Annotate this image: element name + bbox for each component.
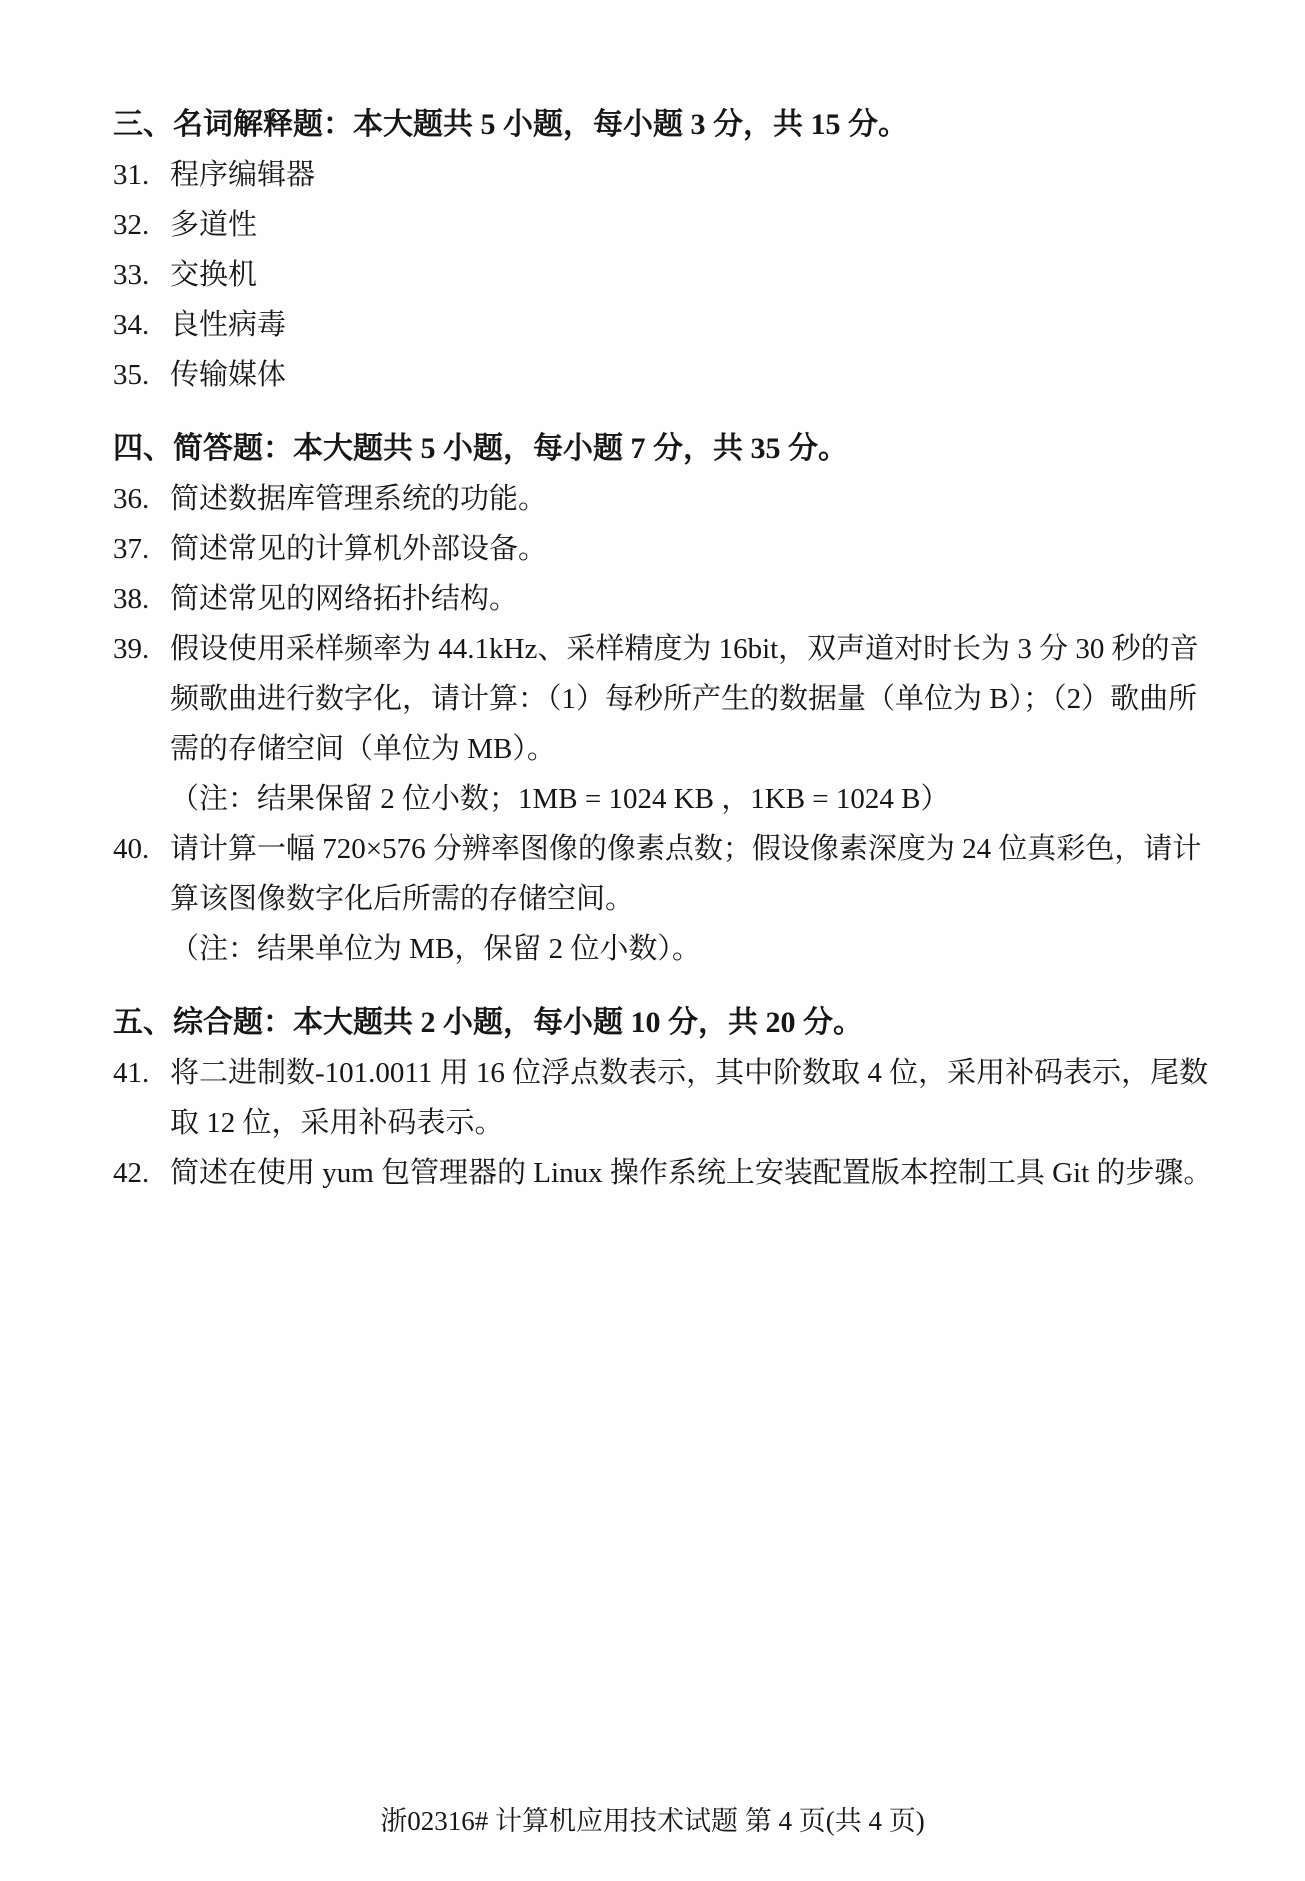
question-line: 多道性 <box>170 209 258 241</box>
question-36 <box>113 474 1275 524</box>
section-heading: 三、名词解释题：本大题共 5 小题，每小题 3 分，共 15 分。 <box>113 108 908 141</box>
question-body <box>170 200 1275 250</box>
question-32 <box>113 200 1275 250</box>
question-number: 35. <box>113 359 150 391</box>
section-short-answer <box>113 424 1275 974</box>
question-body <box>170 824 1275 974</box>
question-body <box>170 250 1275 300</box>
question-body <box>170 300 1275 350</box>
question-37 <box>113 524 1275 574</box>
question-number: 41. <box>113 1057 150 1089</box>
question-line: 频歌曲进行数字化，请计算：（1）每秒所产生的数据量（单位为 B）；（2）歌曲所 <box>170 683 1198 715</box>
question-line: 假设使用采样频率为 44.1kHz、采样精度为 16bit，双声道对时长为 3 分 30 秒的音 <box>170 633 1199 665</box>
question-41 <box>113 1048 1275 1148</box>
question-body <box>170 350 1275 400</box>
question-line: 简述常见的网络拓扑结构。 <box>170 583 519 615</box>
question-line: 简述在使用 yum 包管理器的 Linux 操作系统上安装配置版本控制工具 Git 的步骤。 <box>170 1157 1213 1189</box>
question-number: 42. <box>113 1157 150 1189</box>
section-heading: 五、综合题：本大题共 2 小题，每小题 10 分，共 20 分。 <box>113 1006 863 1039</box>
question-line: 良性病毒 <box>170 309 287 341</box>
question-line: 将二进制数-101.0011 用 16 位浮点数表示，其中阶数取 4 位，采用补码表示，尾数 <box>170 1057 1209 1089</box>
question-35 <box>113 350 1275 400</box>
question-line: 取 12 位，采用补码表示。 <box>170 1107 504 1139</box>
question-34 <box>113 300 1275 350</box>
question-body <box>170 1148 1275 1198</box>
page-footer: 浙02316# 计算机应用技术试题 第 4 页(共 4 页) <box>380 1806 925 1836</box>
question-38 <box>113 574 1275 624</box>
section-comprehensive <box>113 998 1275 1198</box>
question-number: 34. <box>113 309 150 341</box>
question-note: （注：结果保留 2 位小数；1MB = 1024 KB ，1KB = 1024 B） <box>170 783 950 815</box>
question-number: 31. <box>113 159 150 191</box>
section-definitions <box>113 100 1275 400</box>
question-number: 39. <box>113 633 150 665</box>
question-number: 37. <box>113 533 150 565</box>
question-body <box>170 574 1275 624</box>
question-body <box>170 150 1275 200</box>
question-line: 程序编辑器 <box>170 159 316 191</box>
section-heading: 四、简答题：本大题共 5 小题，每小题 7 分，共 35 分。 <box>113 432 848 465</box>
question-body <box>170 524 1275 574</box>
question-40 <box>113 824 1275 974</box>
question-line: 需的存储空间（单位为 MB）。 <box>170 733 556 765</box>
question-number: 32. <box>113 209 150 241</box>
question-note: （注：结果单位为 MB，保留 2 位小数）。 <box>170 933 701 965</box>
exam-content <box>113 100 1275 1198</box>
question-number: 33. <box>113 259 150 291</box>
question-number: 38. <box>113 583 150 615</box>
question-body <box>170 474 1275 524</box>
question-line: 请计算一幅 720×576 分辨率图像的像素点数；假设像素深度为 24 位真彩色，请计 <box>170 833 1202 865</box>
question-number: 40. <box>113 833 150 865</box>
question-line: 简述数据库管理系统的功能。 <box>170 483 548 515</box>
question-line: 简述常见的计算机外部设备。 <box>170 533 548 565</box>
question-line: 传输媒体 <box>170 359 287 391</box>
question-line: 算该图像数字化后所需的存储空间。 <box>170 883 635 915</box>
question-body <box>170 1048 1275 1148</box>
question-line: 交换机 <box>170 259 258 291</box>
question-number: 36. <box>113 483 150 515</box>
question-39 <box>113 624 1275 824</box>
question-33 <box>113 250 1275 300</box>
question-31 <box>113 150 1275 200</box>
question-body <box>170 624 1275 824</box>
question-42 <box>113 1148 1275 1198</box>
